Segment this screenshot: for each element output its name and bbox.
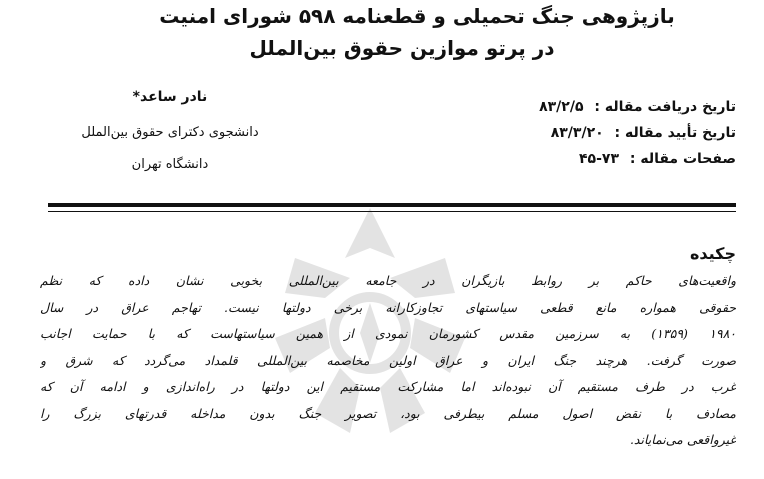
abstract-line: واقعیت‌های حاکم بر روابط بازیگران در جامعه بین‌المللی بخوبی نشان داده که نظم [40, 273, 736, 288]
pages-value: ۷۳-۴۵ [579, 151, 619, 167]
header-divider-thin [48, 211, 736, 212]
article-title-line-1: بازپژوهی جنگ تحمیلی و قطعنامه ۵۹۸ شورای امنیت [159, 4, 675, 28]
approved-date-value: ۸۳/۳/۲۰ [550, 125, 604, 141]
article-title-line-2: در پرتو موازین حقوق بین‌الملل [249, 36, 555, 60]
article-metadata [476, 94, 736, 172]
pages-label: صفحات مقاله : [629, 151, 736, 167]
author-block [40, 86, 300, 176]
abstract-line: غیرواقعی می‌نمایاند. [629, 432, 736, 447]
author-name: نادر ساعد* [132, 89, 208, 105]
pages-row [476, 146, 736, 172]
approved-date-row [476, 120, 736, 146]
author-university: دانشگاه تهران [131, 157, 209, 172]
received-date-value: ۸۳/۲/۵ [539, 99, 584, 115]
abstract-line: ۱۹۸۰ (۱۳۵۹) به سرزمین مقدس کشورمان نمودی از همین سیاستهاست که با حمایت اجانب [40, 326, 736, 341]
received-date-label: تاریخ دریافت مقاله : [594, 99, 736, 115]
abstract-heading: چکیده [689, 244, 736, 263]
abstract-body [40, 268, 736, 454]
author-affiliation: دانشجوی دکترای حقوق بین‌الملل [81, 125, 259, 140]
approved-date-label: تاریخ تأیید مقاله : [614, 125, 736, 141]
abstract-line: حقوقی همواره مانع قطعی سیاستهای تجاوزکارانه برخی دولتها نیست. تهاجم عراق در سال [40, 299, 736, 315]
abstract-line: مصادف با نقض اصول مسلم بیطرفی بود، تصویر جنگ بدون مداخله قدرتهای بزرگ را [40, 405, 736, 421]
abstract-line: صورت گرفت. هرچند جنگ ایران و عراق اولین مخاصمه بین‌المللی قلمداد می‌گردد که شرق و [40, 352, 736, 368]
header-divider-thick [48, 203, 736, 207]
abstract-line: غرب در طرف مستقیم آن نبوده‌اند اما مشارکت مستقیم این دولتها در راه‌اندازی و ادامه آن که [40, 379, 736, 394]
received-date-row [476, 94, 736, 120]
